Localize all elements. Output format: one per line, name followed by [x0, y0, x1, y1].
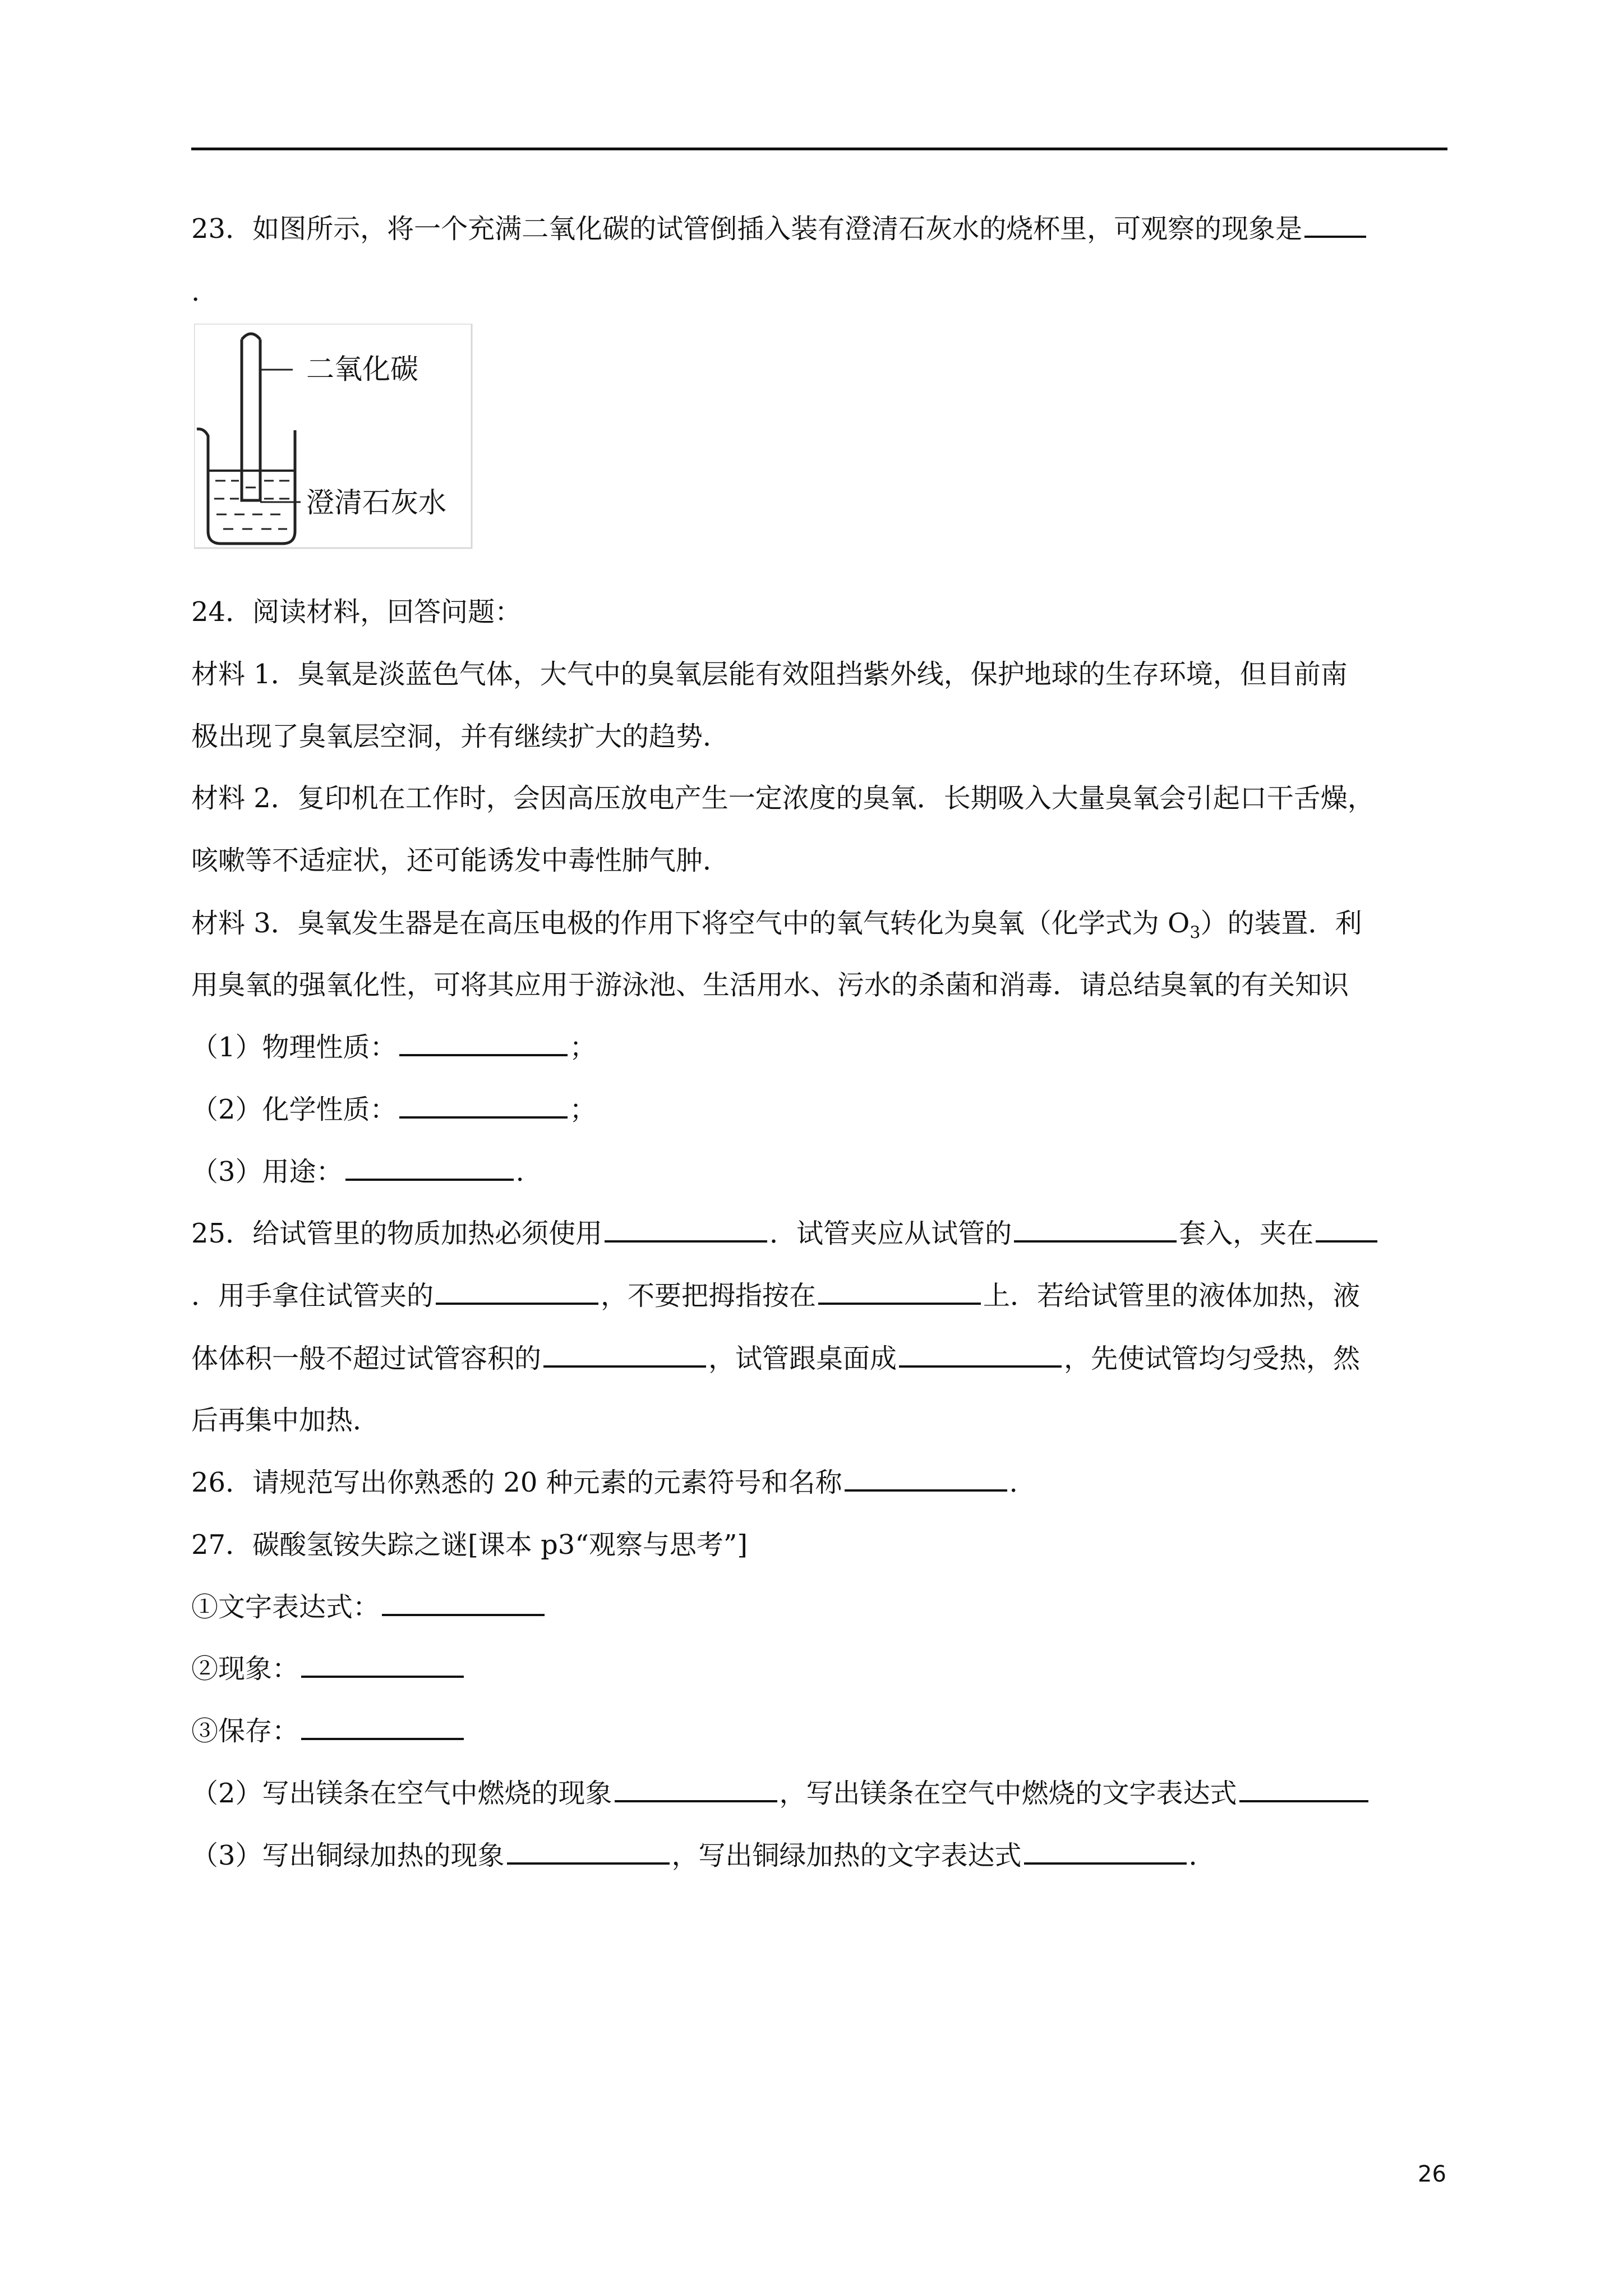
- answer-blank[interactable]: [301, 1652, 464, 1678]
- q25-line3: 体体积一般不超过试管容积的 ，试管跟桌面成 ，先使试管均匀受热，然: [191, 1343, 1361, 1374]
- answer-blank[interactable]: [845, 1466, 1007, 1492]
- answer-blank[interactable]: [1316, 1217, 1377, 1243]
- q24-material1-line2: 极出现了臭氧层空洞，并有继续扩大的趋势．: [191, 721, 730, 752]
- answer-blank[interactable]: [605, 1217, 767, 1243]
- answer-blank[interactable]: [615, 1777, 777, 1802]
- answer-blank[interactable]: [543, 1342, 706, 1368]
- page-number: 26: [1418, 2161, 1446, 2187]
- q24-part3: （3）用途： .: [191, 1156, 524, 1188]
- answer-blank[interactable]: [399, 1093, 568, 1119]
- q27-title: 27．碳酸氢铵失踪之谜[课本 p3“观察与思考”]: [191, 1529, 748, 1561]
- q27-item2: ②现象：: [191, 1652, 466, 1686]
- answer-blank[interactable]: [1024, 1839, 1187, 1865]
- q25-line1: 25．给试管里的物质加热必须使用 ．试管夹应从试管的 套入，夹在: [191, 1217, 1380, 1250]
- answer-blank[interactable]: [818, 1279, 981, 1305]
- answer-blank[interactable]: [1014, 1217, 1177, 1243]
- q23-end: .: [191, 276, 200, 307]
- answer-blank[interactable]: [382, 1590, 545, 1616]
- q27-item3: ③保存：: [191, 1714, 466, 1748]
- answer-blank[interactable]: [436, 1279, 598, 1305]
- answer-blank[interactable]: [1304, 212, 1366, 238]
- q24-material3-line2: 用臭氧的强氧化性，可将其应用于游泳池、生活用水、污水的杀菌和消毒．请总结臭氧的有关知识: [191, 969, 1349, 1001]
- q24-title: 24．阅读材料，回答问题：: [191, 596, 522, 628]
- q24-material2-line1: 材料 2．复印机在工作时，会因高压放电产生一定浓度的臭氧．长期吸入大量臭氧会引起口干舌燥，: [191, 783, 1375, 814]
- q27-part3: （3）写出铜绿加热的现象 ，写出铜绿加热的文字表达式 ．: [191, 1840, 1216, 1871]
- limewater-label: 澄清石灰水: [306, 486, 446, 519]
- q24-part1: （1）物理性质： ；: [191, 1032, 597, 1063]
- answer-blank[interactable]: [899, 1342, 1062, 1368]
- q24-part2: （2）化学性质： ；: [191, 1094, 597, 1125]
- answer-blank[interactable]: [345, 1155, 514, 1181]
- answer-blank[interactable]: [399, 1030, 568, 1056]
- q23-text: 23．如图所示，将一个充满二氧化碳的试管倒插入装有澄清石灰水的烧杯里，可观察的现象是: [191, 213, 1303, 245]
- q23-line: [191, 212, 1368, 246]
- q26-line: 26．请规范写出你熟悉的 20 种元素的元素符号和名称 ．: [191, 1467, 1036, 1498]
- q24-material3-line1: 材料 3．臭氧发生器是在高压电极的作用下将空气中的氧气转化为臭氧（化学式为 $O_3$）的装置．利: [191, 908, 1362, 943]
- co2-test-tube-figure: [194, 324, 474, 551]
- answer-blank[interactable]: [301, 1714, 464, 1740]
- q24-material2-line2: 咳嗽等不适症状，还可能诱发中毒性肺气肿．: [191, 845, 730, 876]
- q27-part2: （2）写出镁条在空气中燃烧的现象 ，写出镁条在空气中燃烧的文字表达式: [191, 1777, 1371, 1810]
- answer-blank[interactable]: [1239, 1777, 1368, 1802]
- answer-blank[interactable]: [507, 1839, 670, 1865]
- co2-label: 二氧化碳: [306, 353, 418, 385]
- q24-material1-line1: 材料 1．臭氧是淡蓝色气体，大气中的臭氧层能有效阻挡紫外线，保护地球的生存环境，但目前南: [191, 659, 1348, 690]
- q25-line4: 后再集中加热．: [191, 1405, 380, 1436]
- q27-item1: ①文字表达式：: [191, 1590, 547, 1624]
- header-rule: [191, 148, 1447, 150]
- q25-line2: ．用手拿住试管夹的 ，不要把拇指按在 上．若给试管里的液体加热，液: [191, 1280, 1361, 1312]
